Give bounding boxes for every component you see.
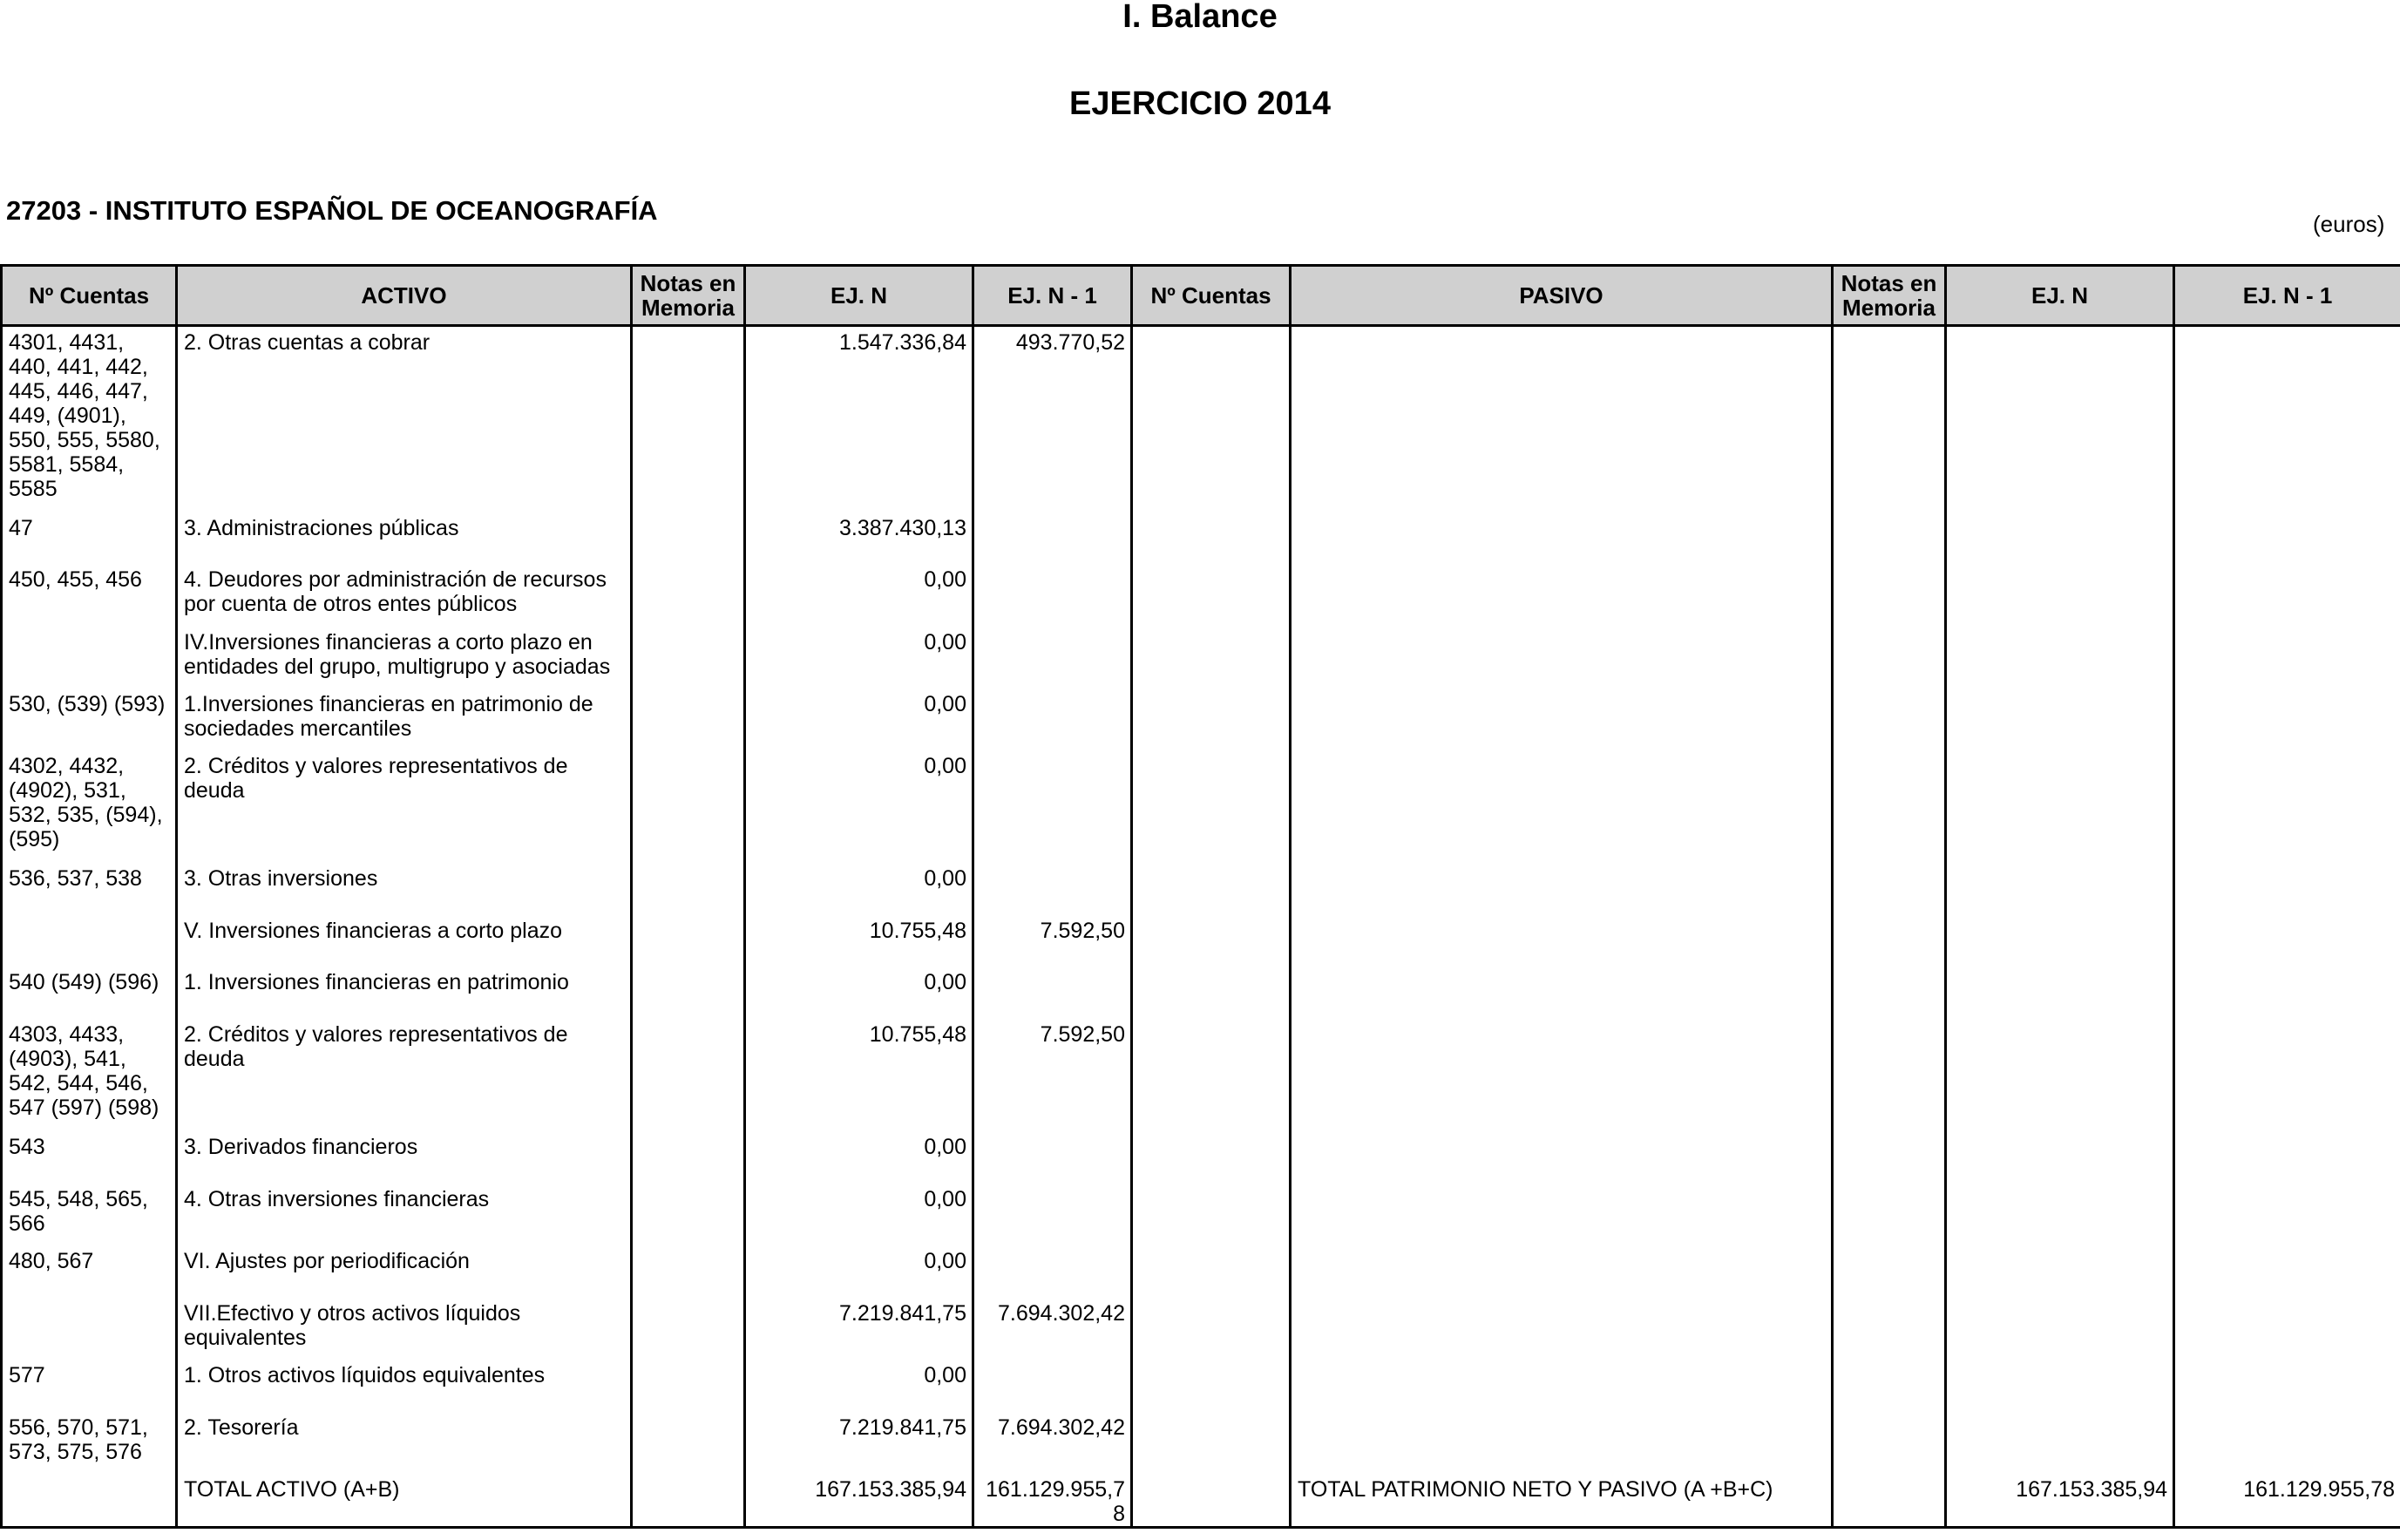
cuentas-pasivo-cell xyxy=(1132,967,1291,1019)
ej-n1-pasivo-cell xyxy=(2174,627,2400,689)
ej-n-pasivo-cell xyxy=(1946,863,2174,915)
pasivo-cell xyxy=(1291,326,1833,512)
total-activo-ej-n: 167.153.385,94 xyxy=(745,1474,973,1528)
ej-n-pasivo-cell xyxy=(1946,1412,2174,1474)
pasivo-cell xyxy=(1291,863,1833,915)
col-header-ej-n1: EJ. N - 1 xyxy=(973,266,1132,326)
notas-pasivo-cell xyxy=(1833,1298,1946,1360)
col-header-cuentas: Nº Cuentas xyxy=(2,266,177,326)
notas-cell xyxy=(632,750,745,863)
col-header-notas: Notas en Memoria xyxy=(632,266,745,326)
notas-cell xyxy=(632,326,745,512)
ej-n-cell: 0,00 xyxy=(745,750,973,863)
notas-cell xyxy=(632,564,745,627)
ej-n-pasivo-cell xyxy=(1946,750,2174,863)
pasivo-cell xyxy=(1291,915,1833,967)
notas-cell xyxy=(632,627,745,689)
pasivo-cell xyxy=(1291,1298,1833,1360)
activo-cell: 3. Otras inversiones xyxy=(177,863,632,915)
notas-pasivo-cell xyxy=(1833,750,1946,863)
activo-cell: 2. Tesorería xyxy=(177,1412,632,1474)
table-row xyxy=(2,1360,2400,1412)
ej-n-pasivo-cell xyxy=(1946,1184,2174,1245)
col-header-cuentas-pasivo: Nº Cuentas xyxy=(1132,266,1291,326)
notas-pasivo-cell xyxy=(1833,863,1946,915)
cuentas-pasivo-cell xyxy=(1132,1412,1291,1474)
notas-pasivo-cell xyxy=(1833,1360,1946,1412)
table-row xyxy=(2,512,2400,564)
ej-n-cell: 7.219.841,75 xyxy=(745,1412,973,1474)
cuentas-pasivo-cell xyxy=(1132,863,1291,915)
cuentas-cell: 545, 548, 565, 566 xyxy=(2,1184,177,1245)
cuentas-cell: 4303, 4433, (4903), 541, 542, 544, 546, 547 (597) (598) xyxy=(2,1019,177,1131)
ej-n1-pasivo-cell xyxy=(2174,1019,2400,1131)
cuentas-cell xyxy=(2,1298,177,1360)
cuentas-cell: 536, 537, 538 xyxy=(2,863,177,915)
pasivo-cell xyxy=(1291,1184,1833,1245)
total-activo-label: TOTAL ACTIVO (A+B) xyxy=(177,1474,632,1528)
cuentas-cell: 480, 567 xyxy=(2,1245,177,1298)
ej-n1-cell xyxy=(973,564,1132,627)
notas-pasivo-cell xyxy=(1833,689,1946,750)
exercise-title: EJERCICIO 2014 xyxy=(1069,85,1331,122)
cuentas-pasivo-cell xyxy=(1132,512,1291,564)
table-row xyxy=(2,1298,2400,1360)
ej-n1-pasivo-cell xyxy=(2174,1412,2400,1474)
cuentas-pasivo-cell xyxy=(1132,326,1291,512)
cuentas-pasivo-cell xyxy=(1132,1245,1291,1298)
ej-n-pasivo-cell xyxy=(1946,915,2174,967)
notas-pasivo-cell xyxy=(1833,1245,1946,1298)
ej-n1-cell xyxy=(973,750,1132,863)
pasivo-cell xyxy=(1291,1360,1833,1412)
notas-pasivo-cell xyxy=(1833,1412,1946,1474)
ej-n1-cell: 7.694.302,42 xyxy=(973,1298,1132,1360)
cuentas-cell xyxy=(2,915,177,967)
ej-n1-cell: 7.694.302,42 xyxy=(973,1412,1132,1474)
notas-pasivo-cell xyxy=(1833,564,1946,627)
ej-n-cell: 0,00 xyxy=(745,564,973,627)
table-row xyxy=(2,1412,2400,1474)
ej-n-cell: 3.387.430,13 xyxy=(745,512,973,564)
ej-n1-cell: 7.592,50 xyxy=(973,1019,1132,1131)
ej-n1-pasivo-cell xyxy=(2174,1131,2400,1184)
activo-cell: 1. Otros activos líquidos equivalentes xyxy=(177,1360,632,1412)
ej-n-pasivo-cell xyxy=(1946,564,2174,627)
total-notas-pasivo-cell xyxy=(1833,1474,1946,1528)
total-pasivo-label: TOTAL PATRIMONIO NETO Y PASIVO (A +B+C) xyxy=(1291,1474,1833,1528)
ej-n1-cell xyxy=(973,1360,1132,1412)
ej-n-cell: 10.755,48 xyxy=(745,1019,973,1131)
col-header-ej-n1-pasivo: EJ. N - 1 xyxy=(2174,266,2400,326)
ej-n1-pasivo-cell xyxy=(2174,863,2400,915)
cuentas-cell: 540 (549) (596) xyxy=(2,967,177,1019)
notas-pasivo-cell xyxy=(1833,326,1946,512)
notas-pasivo-cell xyxy=(1833,1184,1946,1245)
ej-n-pasivo-cell xyxy=(1946,1360,2174,1412)
ej-n1-pasivo-cell xyxy=(2174,1184,2400,1245)
entity-name: 27203 - INSTITUTO ESPAÑOL DE OCEANOGRAFÍA xyxy=(6,195,658,226)
notas-pasivo-cell xyxy=(1833,512,1946,564)
activo-cell: VII.Efectivo y otros activos líquidos equivalentes xyxy=(177,1298,632,1360)
ej-n1-pasivo-cell xyxy=(2174,326,2400,512)
cuentas-cell: 543 xyxy=(2,1131,177,1184)
pasivo-cell xyxy=(1291,627,1833,689)
ej-n1-pasivo-cell xyxy=(2174,1360,2400,1412)
activo-cell: 3. Administraciones públicas xyxy=(177,512,632,564)
table-row xyxy=(2,1131,2400,1184)
total-notas-cell xyxy=(632,1474,745,1528)
cuentas-cell: 556, 570, 571, 573, 575, 576 xyxy=(2,1412,177,1474)
cuentas-pasivo-cell xyxy=(1132,689,1291,750)
table-row xyxy=(2,1245,2400,1298)
cuentas-cell: 577 xyxy=(2,1360,177,1412)
col-header-notas-pasivo: Notas en Memoria xyxy=(1833,266,1946,326)
ej-n-pasivo-cell xyxy=(1946,1019,2174,1131)
pasivo-cell xyxy=(1291,689,1833,750)
total-pasivo-ej-n1: 161.129.955,78 xyxy=(2174,1474,2400,1528)
ej-n-cell: 0,00 xyxy=(745,689,973,750)
activo-cell: 3. Derivados financieros xyxy=(177,1131,632,1184)
table-row xyxy=(2,564,2400,627)
notas-pasivo-cell xyxy=(1833,1019,1946,1131)
ej-n-pasivo-cell xyxy=(1946,1131,2174,1184)
total-row xyxy=(2,1474,2400,1528)
ej-n-cell: 10.755,48 xyxy=(745,915,973,967)
ej-n-cell: 0,00 xyxy=(745,1131,973,1184)
cuentas-pasivo-cell xyxy=(1132,1131,1291,1184)
pasivo-cell xyxy=(1291,1412,1833,1474)
balance-table xyxy=(0,264,2400,1529)
ej-n1-pasivo-cell xyxy=(2174,1245,2400,1298)
ej-n1-cell xyxy=(973,1245,1132,1298)
notas-cell xyxy=(632,1184,745,1245)
ej-n-cell: 0,00 xyxy=(745,863,973,915)
ej-n1-cell xyxy=(973,863,1132,915)
cuentas-pasivo-cell xyxy=(1132,915,1291,967)
cuentas-cell: 530, (539) (593) xyxy=(2,689,177,750)
ej-n-cell: 1.547.336,84 xyxy=(745,326,973,512)
activo-cell: 4. Deudores por administración de recursos por cuenta de otros entes públicos xyxy=(177,564,632,627)
col-header-ej-n-pasivo: EJ. N xyxy=(1946,266,2174,326)
total-cuentas-pasivo-cell xyxy=(1132,1474,1291,1528)
cuentas-cell: 450, 455, 456 xyxy=(2,564,177,627)
cuentas-pasivo-cell xyxy=(1132,627,1291,689)
activo-cell: 2. Créditos y valores representativos de deuda xyxy=(177,1019,632,1131)
activo-cell: 1.Inversiones financieras en patrimonio de sociedades mercantiles xyxy=(177,689,632,750)
activo-cell: VI. Ajustes por periodificación xyxy=(177,1245,632,1298)
notas-pasivo-cell xyxy=(1833,967,1946,1019)
table-row xyxy=(2,627,2400,689)
ej-n1-cell xyxy=(973,967,1132,1019)
pasivo-cell xyxy=(1291,967,1833,1019)
ej-n1-cell xyxy=(973,1131,1132,1184)
col-header-activo: ACTIVO xyxy=(177,266,632,326)
pasivo-cell xyxy=(1291,512,1833,564)
cuentas-cell: 4301, 4431, 440, 441, 442, 445, 446, 447, 449, (4901), 550, 555, 5580, 5581, 5584, 5585 xyxy=(2,326,177,512)
cuentas-pasivo-cell xyxy=(1132,750,1291,863)
ej-n1-pasivo-cell xyxy=(2174,512,2400,564)
table-row xyxy=(2,967,2400,1019)
ej-n-pasivo-cell xyxy=(1946,1298,2174,1360)
activo-cell: 2. Créditos y valores representativos de deuda xyxy=(177,750,632,863)
table-row xyxy=(2,915,2400,967)
total-cuentas-cell xyxy=(2,1474,177,1528)
notas-cell xyxy=(632,1412,745,1474)
col-header-pasivo: PASIVO xyxy=(1291,266,1833,326)
ej-n1-cell: 493.770,52 xyxy=(973,326,1132,512)
ej-n1-cell: 7.592,50 xyxy=(973,915,1132,967)
cuentas-cell xyxy=(2,627,177,689)
ej-n1-pasivo-cell xyxy=(2174,750,2400,863)
ej-n-cell: 0,00 xyxy=(745,1245,973,1298)
table-row xyxy=(2,326,2400,512)
notas-pasivo-cell xyxy=(1833,627,1946,689)
ej-n-pasivo-cell xyxy=(1946,627,2174,689)
ej-n-pasivo-cell xyxy=(1946,512,2174,564)
activo-cell: IV.Inversiones financieras a corto plazo en entidades del grupo, multigrupo y asociadas xyxy=(177,627,632,689)
cuentas-cell: 4302, 4432, (4902), 531, 532, 535, (594), (595) xyxy=(2,750,177,863)
ej-n-cell: 0,00 xyxy=(745,1184,973,1245)
activo-cell: 1. Inversiones financieras en patrimonio xyxy=(177,967,632,1019)
ej-n-pasivo-cell xyxy=(1946,1245,2174,1298)
ej-n1-pasivo-cell xyxy=(2174,915,2400,967)
total-pasivo-ej-n: 167.153.385,94 xyxy=(1946,1474,2174,1528)
notas-cell xyxy=(632,689,745,750)
pasivo-cell xyxy=(1291,1131,1833,1184)
col-header-ej-n: EJ. N xyxy=(745,266,973,326)
table-row xyxy=(2,1019,2400,1131)
ej-n-cell: 7.219.841,75 xyxy=(745,1298,973,1360)
header-row xyxy=(2,266,2400,326)
table-row xyxy=(2,689,2400,750)
ej-n1-pasivo-cell xyxy=(2174,564,2400,627)
pasivo-cell xyxy=(1291,564,1833,627)
notas-cell xyxy=(632,863,745,915)
document-title: I. Balance xyxy=(1122,0,1278,35)
ej-n-pasivo-cell xyxy=(1946,689,2174,750)
table-row xyxy=(2,750,2400,863)
cuentas-cell: 47 xyxy=(2,512,177,564)
ej-n-pasivo-cell xyxy=(1946,326,2174,512)
notas-cell xyxy=(632,967,745,1019)
total-activo-ej-n1: 161.129.955,78 xyxy=(973,1474,1132,1528)
pasivo-cell xyxy=(1291,750,1833,863)
ej-n1-cell xyxy=(973,1184,1132,1245)
notas-cell xyxy=(632,915,745,967)
notas-cell xyxy=(632,512,745,564)
notas-cell xyxy=(632,1019,745,1131)
pasivo-cell xyxy=(1291,1245,1833,1298)
notas-pasivo-cell xyxy=(1833,915,1946,967)
notas-pasivo-cell xyxy=(1833,1131,1946,1184)
ej-n-cell: 0,00 xyxy=(745,967,973,1019)
activo-cell: V. Inversiones financieras a corto plazo xyxy=(177,915,632,967)
ej-n1-cell xyxy=(973,627,1132,689)
activo-cell: 4. Otras inversiones financieras xyxy=(177,1184,632,1245)
cuentas-pasivo-cell xyxy=(1132,564,1291,627)
ej-n1-cell xyxy=(973,512,1132,564)
cuentas-pasivo-cell xyxy=(1132,1360,1291,1412)
ej-n1-cell xyxy=(973,689,1132,750)
notas-cell xyxy=(632,1298,745,1360)
cuentas-pasivo-cell xyxy=(1132,1184,1291,1245)
cuentas-pasivo-cell xyxy=(1132,1298,1291,1360)
ej-n-cell: 0,00 xyxy=(745,1360,973,1412)
ej-n-cell: 0,00 xyxy=(745,627,973,689)
table-row xyxy=(2,863,2400,915)
activo-cell: 2. Otras cuentas a cobrar xyxy=(177,326,632,512)
currency-units: (euros) xyxy=(2313,211,2385,237)
table-row xyxy=(2,1184,2400,1245)
ej-n1-pasivo-cell xyxy=(2174,1298,2400,1360)
notas-cell xyxy=(632,1245,745,1298)
cuentas-pasivo-cell xyxy=(1132,1019,1291,1131)
pasivo-cell xyxy=(1291,1019,1833,1131)
ej-n1-pasivo-cell xyxy=(2174,967,2400,1019)
ej-n1-pasivo-cell xyxy=(2174,689,2400,750)
notas-cell xyxy=(632,1360,745,1412)
notas-cell xyxy=(632,1131,745,1184)
ej-n-pasivo-cell xyxy=(1946,967,2174,1019)
